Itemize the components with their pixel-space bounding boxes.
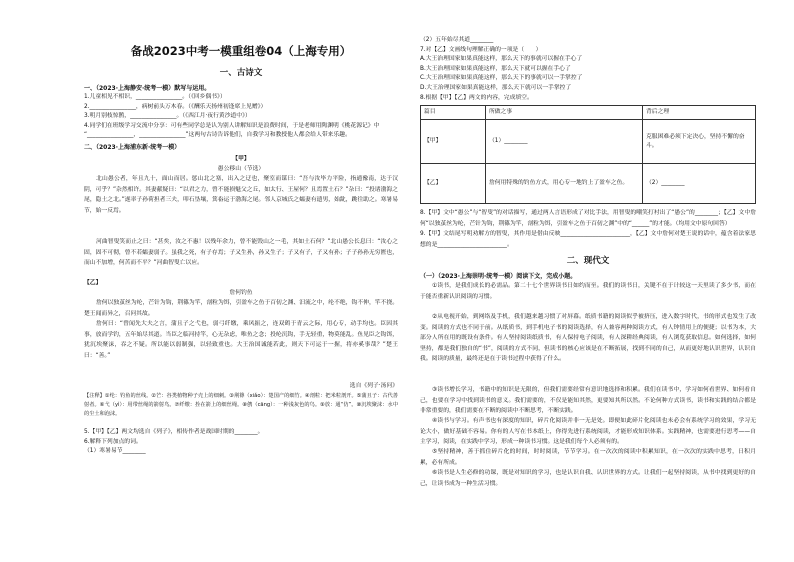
part2-title: 二、（2023·上海浦东新·统考一模）: [84, 143, 181, 151]
question-2: 2.________________，病树前头万木春。（《酬乐天扬州初逢席上见赠》）: [84, 103, 267, 110]
passage-yi-paragraph-2: 詹何曰：“曾闻先大夫之言，蒲且子之弋也，弱弓纤缴，乘风振之，连双鸧于青云之际，用心专，动手均也。臣因其事，放而学钓，五年始尽其道。当臣之临河持竿，心无杂虑，唯鱼之念；投纶沉钩，手无轻重，物莫能乱。鱼见臣之钩饵，犹沉埃聚沫，吞之不疑。所以能以弱制强，以轻致重也。大王治国诚能若此，则天下可运于一握，将亦奚事哉？”楚王曰：“善。”: [84, 321, 398, 359]
table-header-cell: 篇目: [421, 106, 486, 120]
question-7-option-d: D.大王治理国家如果真能这样，那么天下就可以一手掌控了: [420, 84, 572, 91]
question-4-line-2: “________________，________________”这两句古诗告诉他们，自我学习和教授他人都会给人带来乐趣。: [84, 132, 351, 139]
table-header-row: [421, 106, 756, 120]
table-cell: （1）________: [486, 120, 643, 164]
table-row: [421, 120, 756, 164]
question-5: 5.【甲】【乙】两文均选自《列子》，相传作者是战国时期的________。: [84, 428, 264, 435]
question-10: 9.【甲】文结尾写明劝解方的智叟，其作用是借由反映________________________，【乙】文中詹何对楚王说的话中，蕴含着法家思想的是________________________。: [420, 231, 756, 248]
question-7: 7.对【乙】文画线句理解正确的一项是（ ）: [420, 46, 542, 53]
table-cell: 克服困难必须下定决心，坚持不懈的奋斗。: [643, 120, 756, 164]
table-cell: （2）________: [643, 164, 756, 204]
article-paragraph-4: ④读书与学习。有声书也有深度的知识，碎片化阅读并非一无是处。即便如此碎片化阅读也未必会有系统学习的效果，学习无论大小，做好基础不容易。你有的人写在书本纸上，你得先进行系统阅读，才能形成知识体系。实践精神，也需要进行思考——自主学习，阅读，在实践中学习，形成一种读书习惯。这是我们每个人必须有的。: [420, 418, 756, 446]
passage-jia-title: 愚公移山（节选）: [217, 165, 265, 172]
article-paragraph-2: ②从电视开始，到网络及手机，我们越来越习惯了对屏幕。纸质书籍的阅读似乎被挤压，进入数字时代，书的形式也发生了改变。阅读的方式也不同于前。从纸质书，到手机电子书的阅读选择，有人兼容两种阅读方式，有人钟情用上的便捷；以书为本，大部分人所在用的既设有条件。有人坚持阅读纸质书，有人保持电子阅读，有人深耕经典阅读，有人浏览获取信息。如何选择，如何坚持，都是我们独自的“书”，阅读的方式不同，但读书的核心应该是在不断拓展，找到不同的自己，从而更好地认识世界，认识自我。阅读的质量，最终还是在于读书过程中获得了什么。: [420, 314, 756, 363]
question-6: 6.解释下列加点的词。: [84, 438, 142, 445]
answer-table: [420, 105, 756, 204]
passage-jia-tag: 【甲】: [232, 155, 250, 162]
annotations: 【注释】①纶：钓鱼的丝线。②芒：谷类植物种子壳上的细刺。③荆篠（xiǎo）：楚国产的细竹。④剖粒：把米粒剖开。⑤蒲且子：古代善射者。⑥弋（yì）：用带丝绳的箭射鸟。⑦纤缴：拴在箭上的细丝绳。⑧鸧（cāng）：一种浅灰色的鸟。⑨放：通“仿”。⑩沉埃聚沫：水中的尘土和泡沫。: [84, 392, 398, 417]
passage-yi-paragraph-1: 詹何以独茧丝为纶，芒针为钩，荆篠为竿，剖粒为饵，引盈车之鱼于百仞之渊、汨流之中，纶不绝，钩不伸，竿不挠。楚王闻而异之，召问其故。: [84, 300, 398, 317]
table-row: [421, 164, 756, 204]
question-8: 8.根据【甲】【乙】两文的内容，完成填空。: [420, 94, 533, 101]
table-cell: 【乙】: [421, 164, 486, 204]
article-paragraph-1: ①读书，是我们成长的必需品。第二十七个世界读书日如约而至。我们的读书日，关键不在于计较这一天里读了多少书，而在于能否重新认识阅读的习惯。: [420, 283, 756, 300]
table-header-cell: 背后之理: [643, 106, 756, 120]
passage-yi-title: 詹何钓鱼: [229, 289, 253, 296]
article-paragraph-6: ⑥读书是人生必修的功课，既是对知识的学习，也是认识自我、认识世界的方式。让我们一起坚持阅读，从书中找到更好的自己，让读书成为一种生活习惯。: [420, 470, 756, 487]
table-cell: 【甲】: [421, 120, 486, 164]
section-classical-title: 一、古诗文: [219, 68, 263, 78]
question-4-line-1: 4.同学们在班级学习交流中分享：可有些同学总是认为别人讲解知识是浪费时间，于是老师用陶渊明《桃花源记》中: [84, 122, 380, 129]
question-1: 1.儿童相见不相识，________________。（《回乡偶书》）: [84, 94, 226, 100]
part1-title: 一、（2023·上海静安·统考一模）默写与运用。: [84, 85, 211, 92]
question-9: 8.【甲】文中“愚公”与“智叟”的对话描写，通过两人言语形成了对比手法，用智叟的嘲笑打衬出了“愚公”的________；【乙】文中詹何“以独茧丝为纶，芒针为钩，荆篠为竿，剖粒为饵，引盈车之鱼于百仞之渊”中的“______”的才能。（均用文中原句回答）: [420, 210, 756, 227]
article-paragraph-5: ⑤坚持精神，善于抓住碎片化的时间，时时阅读，节节学习。在一次次的阅读中积累知识，在一次次的实践中思考，日积月累，必有所成。: [420, 449, 756, 466]
article-paragraph-3: ③读书增长学习，书籍中的知识是无限的，但我们需要经常有意识地选择和积累。我们在读书中，学习如何看世界、如何看自己，也要在学习中找到读书的意义。我们需要的，不仅是能知其然，更要知其所以然。不论何种方式读书，读书和实践的结合都是非常重要的，我们需要在不断的阅读中不断思考，不断实践。: [420, 387, 756, 415]
section-modern-title: 二、现代文: [566, 256, 610, 267]
passage-jia-paragraph-1: 北山愚公者，年且九十，面山而居。惩山北之塞，出入之迂也，聚室而谋曰：“吾与汝毕力平险，指通豫南，达于汉阴，可乎？”杂然相许。其妻献疑曰：“以君之力，曾不能损魁父之丘，如太行、王屋何？且焉置土石？”杂曰：“投诸渤海之尾，隐土之北。”遂率子孙荷担者三夫，叩石垦壤，箕畚运于渤海之尾。邻人京城氏之孀妻有遗男，始龀，跳往助之。寒暑易节，始一反焉。: [84, 176, 398, 214]
right-column: [420, 6, 756, 489]
table-header-cell: 所做之事: [486, 106, 643, 120]
question-7-option-a: A.大王治理国家如果真能这样，那么天下的事就可以握在手心了: [420, 56, 583, 63]
passage-yi-tag: 【乙】: [84, 280, 102, 287]
table-cell: 詹何用特殊的钓鱼方式，用心专一地钓上了盈车之鱼。: [486, 164, 643, 204]
question-3: 3.明月别枝惊鹊，________________。（《西江月·夜行黄沙道中》）: [84, 113, 251, 120]
document-title: 备战2023中考一模重组卷04（上海专用）: [130, 44, 352, 58]
left-column: [84, 6, 398, 457]
passage-yi-source: 选自《列子·汤问》: [349, 383, 398, 390]
part3-title: （一）（2023·上海崇明·统考一模）阅读下文，完成小题。: [420, 273, 577, 281]
question-7-option-b: B.大王治理国家如果真能这样，那么天下就可以握在手心了: [420, 65, 571, 72]
question-7-option-c: C.大王治理国家如果真能这样，那么天下的事就可以一手掌控了: [420, 75, 583, 82]
passage-jia-paragraph-2: 河曲智叟笑而止之曰：“甚矣，汝之不惠！以残年余力，曾不能毁山之一毛，其如土石何？”北山愚公长息曰：“汝心之固，固不可彻，曾不若孀妻弱子。虽我之死，有子存焉；子又生孙，孙又生子；子又有子，子又有孙；子子孙孙无穷匮也，而山不加增，何苦而不平？”河曲智叟亡以应。: [84, 239, 398, 267]
question-6-2: （2）五年始尽其道________: [420, 37, 494, 43]
question-6-1: （1）寒暑易节________: [84, 448, 146, 455]
